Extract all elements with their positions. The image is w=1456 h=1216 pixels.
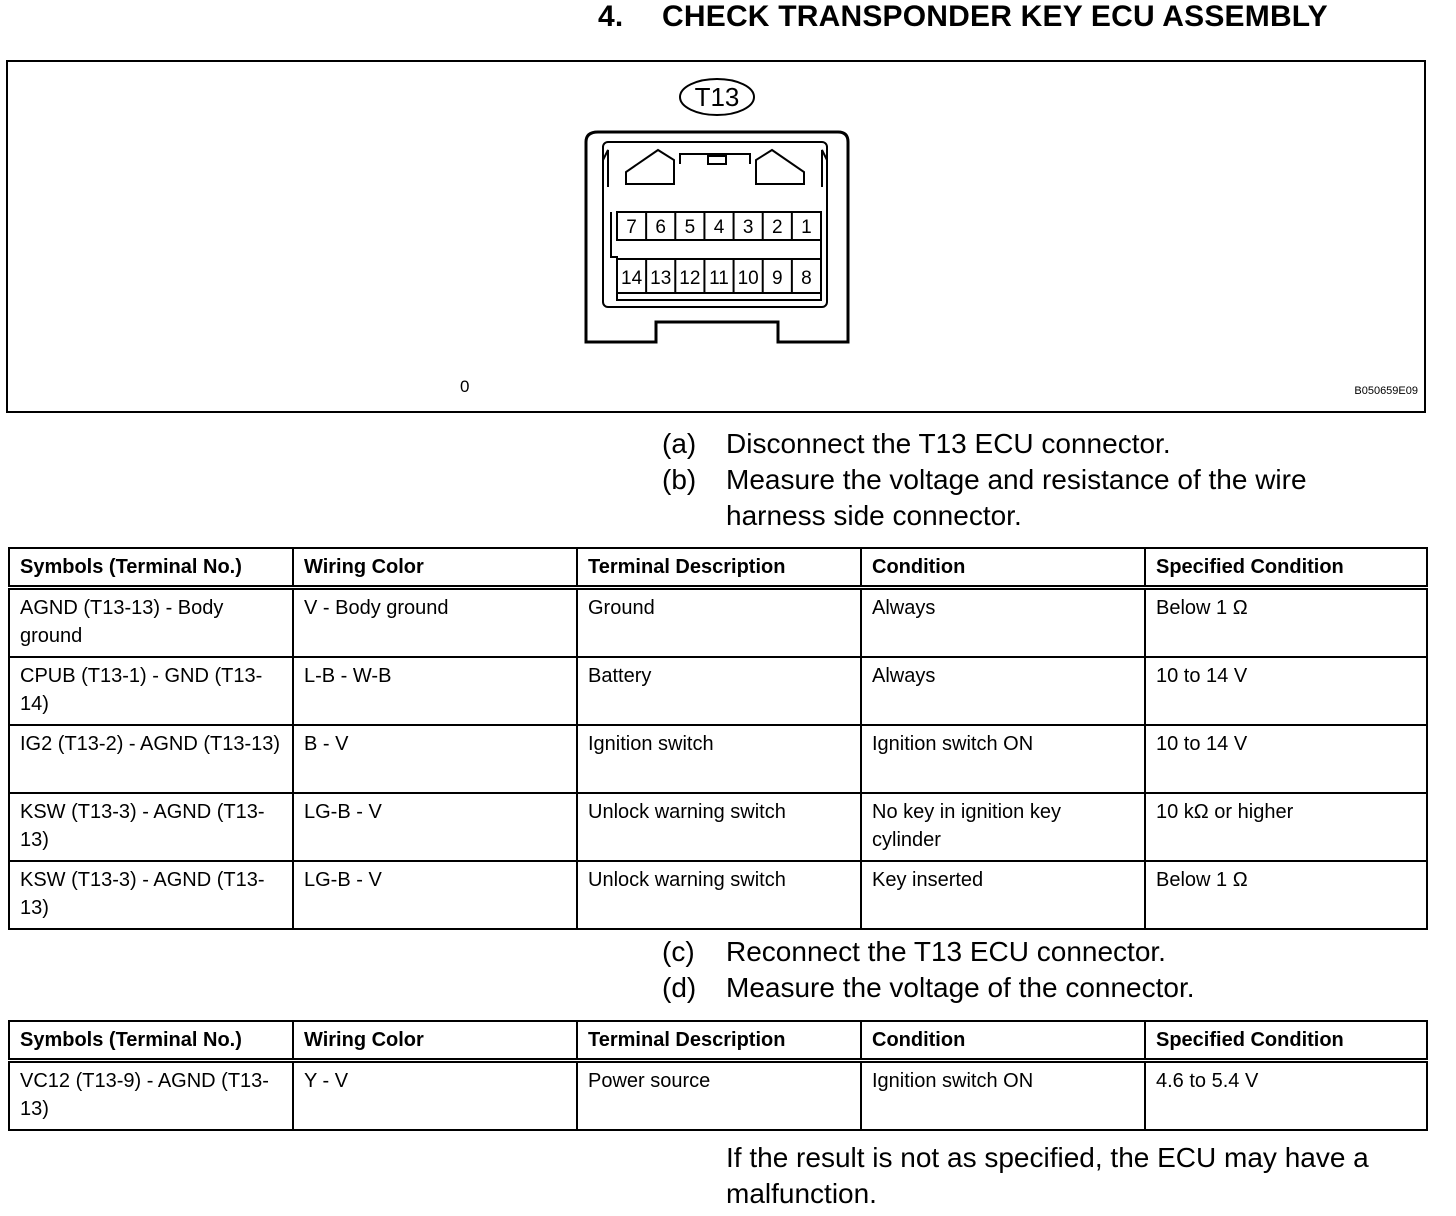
cell-condition: Key inserted xyxy=(861,861,1145,929)
cell-terminal-description: Ground xyxy=(577,588,861,658)
step-label: (b) xyxy=(662,464,697,495)
terminal-number-top: 3 xyxy=(742,217,754,238)
cell-terminal-description: Power source xyxy=(577,1061,861,1131)
terminal-number-top: 2 xyxy=(771,217,783,238)
terminal-number-bottom: 12 xyxy=(679,268,701,289)
cell-terminal-description: Ignition switch xyxy=(577,725,861,793)
header-symbols: Symbols (Terminal No.) xyxy=(9,548,293,588)
connector-diagram xyxy=(8,62,1424,411)
section-title: CHECK TRANSPONDER KEY ECU ASSEMBLY xyxy=(662,0,1328,33)
terminal-number-top: 5 xyxy=(684,217,696,238)
step-label: (a) xyxy=(662,428,697,459)
terminal-number-bottom: 10 xyxy=(737,268,759,289)
cell-symbols: IG2 (T13-2) - AGND (T13-13) xyxy=(9,725,293,793)
steps-disconnect xyxy=(662,426,1386,534)
cell-condition: Always xyxy=(861,657,1145,725)
terminal-number-top: 6 xyxy=(655,217,667,238)
cell-wiring-color: Y - V xyxy=(293,1061,577,1131)
terminal-number-bottom: 14 xyxy=(621,268,643,289)
header-condition: Condition xyxy=(861,1021,1145,1061)
step-text: Measure the voltage and resistance of the wire harness side connector. xyxy=(726,464,1307,531)
connector-left-guide xyxy=(626,150,674,184)
connector-figure xyxy=(6,60,1426,413)
cell-condition: Always xyxy=(861,588,1145,658)
header-specified-condition: Specified Condition xyxy=(1145,548,1427,588)
step-label: (c) xyxy=(662,936,695,967)
table-row xyxy=(9,861,1427,929)
cell-specified-condition: 10 to 14 V xyxy=(1145,725,1427,793)
spec-table-connected xyxy=(8,1020,1428,1131)
cell-specified-condition: Below 1 Ω xyxy=(1145,861,1427,929)
figure-code: B050659E09 xyxy=(1354,385,1418,397)
cell-condition: No key in ignition key cylinder xyxy=(861,793,1145,861)
connector-lock-tab xyxy=(708,156,726,164)
header-wiring-color: Wiring Color xyxy=(293,1021,577,1061)
cell-wiring-color: B - V xyxy=(293,725,577,793)
terminal-number-bottom: 9 xyxy=(771,268,783,289)
terminal-number-bottom: 11 xyxy=(709,268,729,289)
cell-specified-condition: 10 kΩ or higher xyxy=(1145,793,1427,861)
header-wiring-color: Wiring Color xyxy=(293,548,577,588)
step-item xyxy=(662,934,1386,970)
cell-terminal-description: Unlock warning switch xyxy=(577,861,861,929)
header-terminal-description: Terminal Description xyxy=(577,1021,861,1061)
table-row xyxy=(9,588,1427,658)
section-heading xyxy=(598,0,1328,34)
result-note: If the result is not as specified, the ECU may have a malfunction. xyxy=(726,1142,1369,1209)
terminal-number-bottom: 8 xyxy=(801,268,812,289)
cell-symbols: KSW (T13-3) - AGND (T13-13) xyxy=(9,861,293,929)
cell-symbols: KSW (T13-3) - AGND (T13-13) xyxy=(9,793,293,861)
table-row xyxy=(9,1061,1427,1131)
table-row xyxy=(9,793,1427,861)
cell-symbols: CPUB (T13-1) - GND (T13-14) xyxy=(9,657,293,725)
step-item xyxy=(662,970,1386,1006)
terminal-number-top: 4 xyxy=(713,217,725,238)
step-item xyxy=(662,462,1386,534)
cell-condition: Ignition switch ON xyxy=(861,725,1145,793)
terminal-number-top: 7 xyxy=(626,217,637,238)
table-row xyxy=(9,657,1427,725)
step-label: (d) xyxy=(662,972,697,1003)
spec-table-disconnected xyxy=(8,547,1428,930)
cell-specified-condition: Below 1 Ω xyxy=(1145,588,1427,658)
step-text: Measure the voltage of the connector. xyxy=(726,972,1195,1003)
step-item xyxy=(662,426,1386,462)
step-text: Disconnect the T13 ECU connector. xyxy=(726,428,1171,459)
cell-specified-condition: 10 to 14 V xyxy=(1145,657,1427,725)
cell-specified-condition: 4.6 to 5.4 V xyxy=(1145,1061,1427,1131)
cell-terminal-description: Unlock warning switch xyxy=(577,793,861,861)
cell-symbols: VC12 (T13-9) - AGND (T13-13) xyxy=(9,1061,293,1131)
terminal-number-bottom: 13 xyxy=(650,268,672,289)
cell-wiring-color: V - Body ground xyxy=(293,588,577,658)
table-row xyxy=(9,725,1427,793)
section-number: 4. xyxy=(598,0,624,33)
header-condition: Condition xyxy=(861,548,1145,588)
header-specified-condition: Specified Condition xyxy=(1145,1021,1427,1061)
step-text: Reconnect the T13 ECU connector. xyxy=(726,936,1166,967)
figure-mark: 0 xyxy=(460,377,470,396)
cell-terminal-description: Battery xyxy=(577,657,861,725)
cell-symbols: AGND (T13-13) - Body ground xyxy=(9,588,293,658)
table-header-row xyxy=(9,1021,1427,1061)
cell-condition: Ignition switch ON xyxy=(861,1061,1145,1131)
steps-reconnect xyxy=(662,934,1386,1006)
header-symbols: Symbols (Terminal No.) xyxy=(9,1021,293,1061)
cell-wiring-color: LG-B - V xyxy=(293,861,577,929)
table-header-row xyxy=(9,548,1427,588)
header-terminal-description: Terminal Description xyxy=(577,548,861,588)
cell-wiring-color: L-B - W-B xyxy=(293,657,577,725)
connector-right-guide xyxy=(756,150,804,184)
terminal-number-top: 1 xyxy=(801,217,812,238)
cell-wiring-color: LG-B - V xyxy=(293,793,577,861)
connector-label: T13 xyxy=(694,82,740,112)
